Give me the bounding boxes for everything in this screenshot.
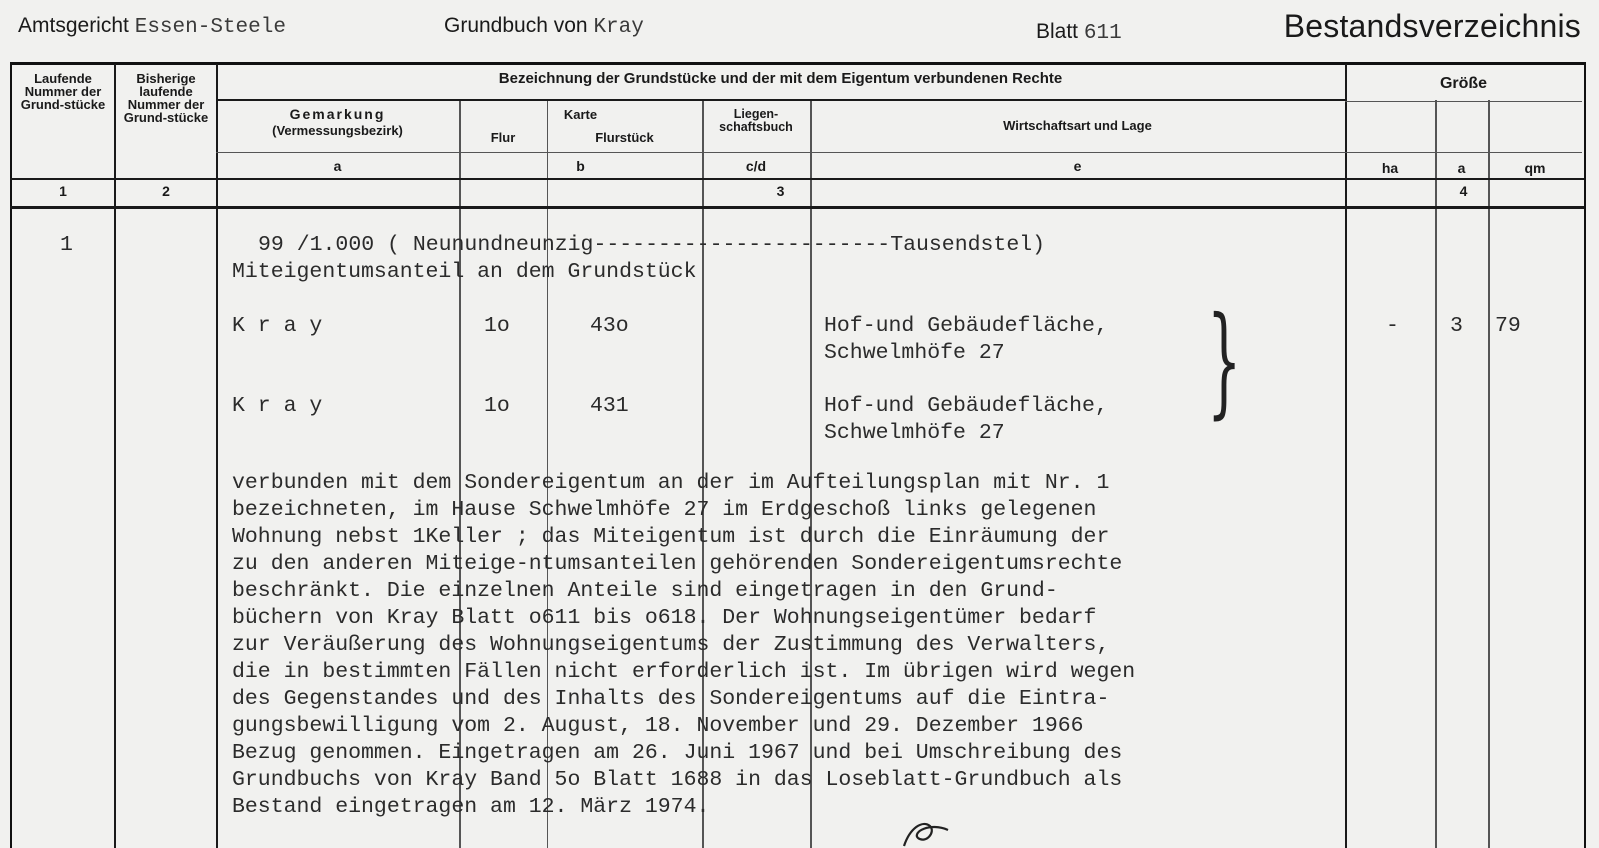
- letter-e: e: [1073, 158, 1082, 174]
- parcel-2-lage-1: Hof-und Gebäudefläche,: [824, 394, 1108, 418]
- parcel-1-flur: 1o: [484, 314, 510, 338]
- body-line: Bezug genommen. Eingetragen am 26. Juni 1967 und bei Umschreibung des: [232, 741, 1123, 765]
- colnum-4: 4: [1459, 183, 1468, 199]
- col2-header: Bisherige laufende Nummer der Grund-stücke: [123, 71, 209, 125]
- col-divider-2: [216, 64, 218, 848]
- body-line: büchern von Kray Blatt o611 bis o618. Der Wohnungseigentümer bedarf: [232, 606, 1097, 630]
- body-line: Bestand eingetragen am 12. März 1974.: [232, 795, 710, 819]
- size-a-value: 3: [1450, 314, 1463, 338]
- unit-qm: qm: [1524, 160, 1546, 176]
- letter-cd: c/d: [745, 158, 767, 174]
- book-header: [444, 14, 644, 39]
- unit-ha: ha: [1381, 160, 1399, 176]
- col-divider-3: [1345, 64, 1347, 848]
- body-line: Wohnung nebst 1Keller ; das Miteigentum ist durch die Einräumung der: [232, 525, 1110, 549]
- parcel-1-lage-2: Schwelmhöfe 27: [824, 341, 1005, 365]
- liegenschaftsbuch-header: Liegen-schaftsbuch: [719, 107, 793, 134]
- book-label: Grundbuch von: [444, 14, 588, 37]
- sheet-label: Blatt: [1036, 20, 1079, 43]
- size-header: Größe: [1439, 75, 1488, 92]
- col3-group-header: Bezeichnung der Grundstücke und der mit dem Eigentum verbundenen Rechte: [498, 70, 1063, 87]
- parcel-1-flurstueck: 43o: [590, 314, 629, 338]
- row-line-size-units: [1345, 152, 1582, 153]
- colnum-3: 3: [776, 183, 785, 199]
- karte-header: Karte: [563, 107, 598, 122]
- body-line: zu den anderen Miteige-ntumsanteilen gehörenden Sondereigentumsrechte: [232, 552, 1123, 576]
- body-line: verbunden mit dem Sondereigentum an der im Aufteilungsplan mit Nr. 1: [232, 471, 1110, 495]
- col-divider-ha-a: [1435, 100, 1437, 848]
- body-line: des Gegenstandes und des Inhalts des Sondereigentums auf die Eintra-: [232, 687, 1110, 711]
- size-ha-value: -: [1386, 314, 1399, 338]
- sheet-header: [1036, 20, 1122, 45]
- row-line-body: [10, 206, 1584, 209]
- parcel-2-flurstueck: 431: [590, 394, 629, 418]
- unit-a: a: [1457, 160, 1466, 176]
- parcel-1-lage-1: Hof-und Gebäudefläche,: [824, 314, 1108, 338]
- body-line: Grundbuchs von Kray Band 5o Blatt 1688 in das Loseblatt-Grundbuch als: [232, 768, 1123, 792]
- letter-b: b: [576, 158, 585, 174]
- gemarkung-header: Gemarkung: [289, 106, 386, 122]
- col1-header: Laufende Nummer der Grund-stücke: [20, 71, 106, 112]
- sheet-value: 611: [1083, 22, 1122, 45]
- body-line: die in bestimmten Fällen nicht erforderlich ist. Im übrigen wird wegen: [232, 660, 1136, 684]
- row-line-size: [1345, 101, 1582, 102]
- parcel-2-lage-2: Schwelmhöfe 27: [824, 421, 1005, 445]
- body-line: beschränkt. Die einzelnen Anteile sind eingetragen in den Grund-: [232, 579, 1058, 603]
- share-line-1: 99 /1.000 ( Neunundneunzig-----------------------Tausendstel): [258, 233, 1046, 257]
- grouping-brace: }: [1207, 292, 1242, 431]
- size-qm-value: 79: [1495, 314, 1521, 338]
- parcel-1-gemarkung: K r a y: [232, 314, 323, 338]
- body-line: zur Veräußerung des Wohnungseigentums der Zustimmung des Verwalters,: [232, 633, 1110, 657]
- court-header: [18, 14, 286, 39]
- colnum-2: 2: [162, 183, 170, 199]
- flurstueck-header: Flurstück: [595, 130, 654, 145]
- wirtschaftsart-header: Wirtschaftsart und Lage: [1003, 118, 1152, 133]
- book-value: Kray: [593, 16, 644, 39]
- body-line: gungsbewilligung vom 2. August, 18. November und 29. Dezember 1966: [232, 714, 1084, 738]
- body-line: bezeichneten, im Hause Schwelmhöfe 27 im Erdgeschoß links gelegenen: [232, 498, 1097, 522]
- colnum-1: 1: [59, 183, 67, 199]
- parcel-2-gemarkung: K r a y: [232, 394, 323, 418]
- flur-header: Flur: [490, 130, 516, 145]
- court-value: Essen-Steele: [134, 16, 286, 39]
- court-label: Amtsgericht: [18, 14, 129, 37]
- letter-a: a: [333, 158, 342, 174]
- col-divider-1: [114, 64, 116, 848]
- parcel-2-flur: 1o: [484, 394, 510, 418]
- signature-mark: [900, 808, 960, 848]
- row-line-group: [216, 99, 1345, 101]
- share-line-2: Miteigentumsanteil an dem Grundstück: [232, 260, 697, 284]
- row-line-numbers: [10, 178, 1584, 180]
- row-line-letters: [216, 152, 1345, 153]
- gemarkung-sub-header: (Vermessungsbezirk): [272, 123, 403, 138]
- register-title: Bestandsverzeichnis: [1283, 8, 1581, 44]
- col-divider-a-qm: [1488, 100, 1490, 848]
- entry-number: 1: [60, 233, 73, 257]
